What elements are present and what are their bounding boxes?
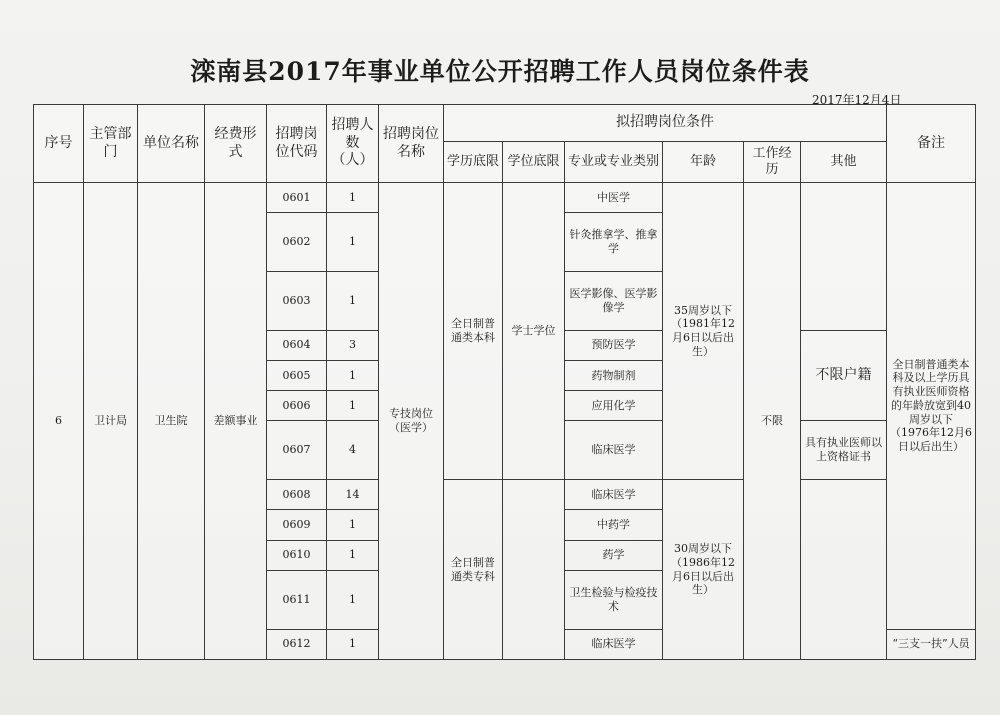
cell-major: 临床医学 (565, 629, 663, 659)
cell-count: 1 (327, 510, 379, 540)
cell-code: 0607 (267, 421, 327, 480)
cell-major: 药物制剂 (565, 360, 663, 390)
cell-remarks-last: “三支一扶”人员 (887, 629, 976, 659)
cell-other-blank-top (801, 183, 887, 331)
header-post: 招聘岗位名称 (379, 105, 444, 183)
cell-degree-college (503, 480, 565, 660)
cell-major: 中医学 (565, 183, 663, 213)
cell-code: 0601 (267, 183, 327, 213)
header-experience: 工作经历 (744, 142, 801, 183)
cell-major: 药学 (565, 540, 663, 570)
header-unit: 单位名称 (138, 105, 205, 183)
cell-major: 临床医学 (565, 421, 663, 480)
cell-major: 针灸推拿学、推拿学 (565, 213, 663, 272)
cell-code: 0609 (267, 510, 327, 540)
cell-count: 1 (327, 183, 379, 213)
cell-education-bachelor: 全日制普通类本科 (444, 183, 503, 480)
cell-major: 预防医学 (565, 330, 663, 360)
table-row (34, 183, 976, 213)
cell-seq: 6 (34, 183, 84, 660)
cell-education-college: 全日制普通类专科 (444, 480, 503, 660)
cell-count: 1 (327, 540, 379, 570)
cell-count: 3 (327, 330, 379, 360)
header-code: 招聘岗位代码 (267, 105, 327, 183)
cell-degree-bachelor: 学士学位 (503, 183, 565, 480)
cell-code: 0612 (267, 629, 327, 659)
cell-funding: 差额事业 (205, 183, 267, 660)
cell-major: 应用化学 (565, 391, 663, 421)
cell-count: 14 (327, 480, 379, 510)
cell-dept: 卫计局 (84, 183, 138, 660)
cell-code: 0603 (267, 271, 327, 330)
header-education: 学历底限 (444, 142, 503, 183)
cell-post: 专技岗位（医学） (379, 183, 444, 660)
header-remarks: 备注 (887, 105, 976, 183)
cell-code: 0611 (267, 570, 327, 629)
cell-age-bachelor: 35周岁以下（1981年12月6日以后出生） (663, 183, 744, 480)
header-conditions: 拟招聘岗位条件 (444, 105, 887, 142)
cell-code: 0610 (267, 540, 327, 570)
cell-count: 1 (327, 570, 379, 629)
cell-code: 0602 (267, 213, 327, 272)
cell-major: 临床医学 (565, 480, 663, 510)
header-major: 专业或专业类别 (565, 142, 663, 183)
header-count: 招聘人数（人） (327, 105, 379, 183)
cell-count: 1 (327, 360, 379, 390)
cell-major: 卫生检验与检疫技术 (565, 570, 663, 629)
cell-experience: 不限 (744, 183, 801, 660)
cell-remarks-main: 全日制普通类本科及以上学历具有执业医师资格的年龄放宽到40周岁以下（1976年12月6日以后出生） (887, 183, 976, 630)
cell-major: 中药学 (565, 510, 663, 540)
cell-code: 0604 (267, 330, 327, 360)
cell-age-college: 30周岁以下（1986年12月6日以后出生） (663, 480, 744, 660)
cell-count: 4 (327, 421, 379, 480)
cell-major: 医学影像、医学影像学 (565, 271, 663, 330)
cell-code: 0605 (267, 360, 327, 390)
header-other: 其他 (801, 142, 887, 183)
cell-count: 1 (327, 213, 379, 272)
header-age: 年龄 (663, 142, 744, 183)
header-seq: 序号 (34, 105, 84, 183)
header-dept: 主管部门 (84, 105, 138, 183)
header-funding: 经费形式 (205, 105, 267, 183)
cell-other-no-household: 不限户籍 (801, 330, 887, 421)
document-date: 2017年12月4日 (812, 93, 902, 107)
cell-other-blank-bottom (801, 480, 887, 660)
cell-code: 0608 (267, 480, 327, 510)
cell-other-license: 具有执业医师以上资格证书 (801, 421, 887, 480)
cell-count: 1 (327, 629, 379, 659)
header-degree: 学位底限 (503, 142, 565, 183)
cell-code: 0606 (267, 391, 327, 421)
cell-count: 1 (327, 271, 379, 330)
cell-unit: 卫生院 (138, 183, 205, 660)
cell-count: 1 (327, 391, 379, 421)
page-title: 滦南县2017年事业单位公开招聘工作人员岗位条件表 (190, 57, 810, 86)
position-conditions-table (33, 104, 976, 660)
